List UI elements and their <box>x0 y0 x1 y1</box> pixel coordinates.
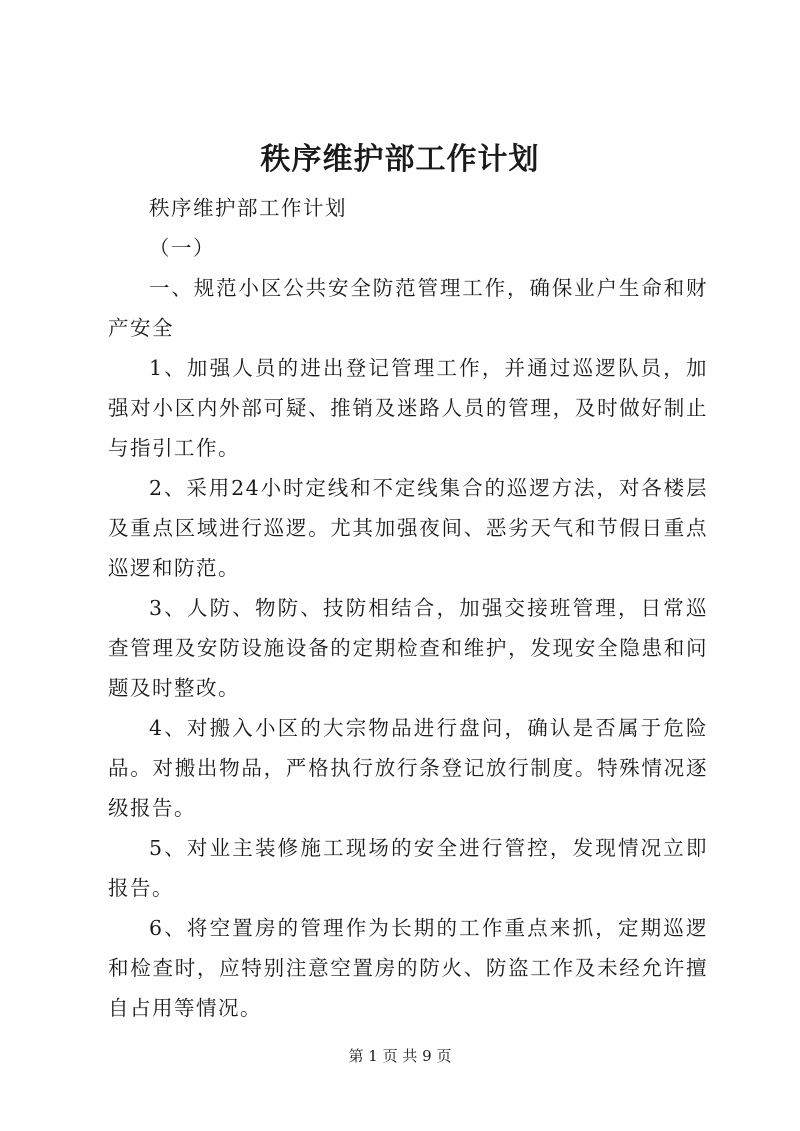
paragraph-item-1: 1、加强人员的进出登记管理工作，并通过巡逻队员，加强对小区内外部可疑、推销及迷路人员的管理，及时做好制止与指引工作。 <box>108 356 708 460</box>
paragraph-item-6: 6、将空置房的管理作为长期的工作重点来抓，定期巡逻和检查时，应特别注意空置房的防火、防盗工作及未经允许擅自占用等情况。 <box>108 916 708 1020</box>
paragraph-item-3: 3、人防、物防、技防相结合，加强交接班管理，日常巡查管理及安防设施设备的定期检查和维护，发现安全隐患和问题及时整改。 <box>108 596 708 700</box>
paragraph-item-2: 2、采用24小时定线和不定线集合的巡逻方法，对各楼层及重点区域进行巡逻。尤其加强夜间、恶劣天气和节假日重点巡逻和防范。 <box>108 476 708 580</box>
paragraph-section-number: （一） <box>149 236 215 260</box>
page-number-footer: 第 1 页 共 9 页 <box>348 1047 452 1065</box>
document-title: 秩序维护部工作计划 <box>260 142 540 177</box>
document-body <box>108 188 708 1028</box>
paragraph-heading-1: 一、规范小区公共安全防范管理工作，确保业户生命和财产安全 <box>108 276 708 340</box>
paragraph-subtitle: 秩序维护部工作计划 <box>149 196 347 220</box>
paragraph-item-4: 4、对搬入小区的大宗物品进行盘问，确认是否属于危险品。对搬出物品，严格执行放行条登记放行制度。特殊情况逐级报告。 <box>108 716 708 820</box>
paragraph-item-5: 5、对业主装修施工现场的安全进行管控，发现情况立即报告。 <box>108 836 708 900</box>
